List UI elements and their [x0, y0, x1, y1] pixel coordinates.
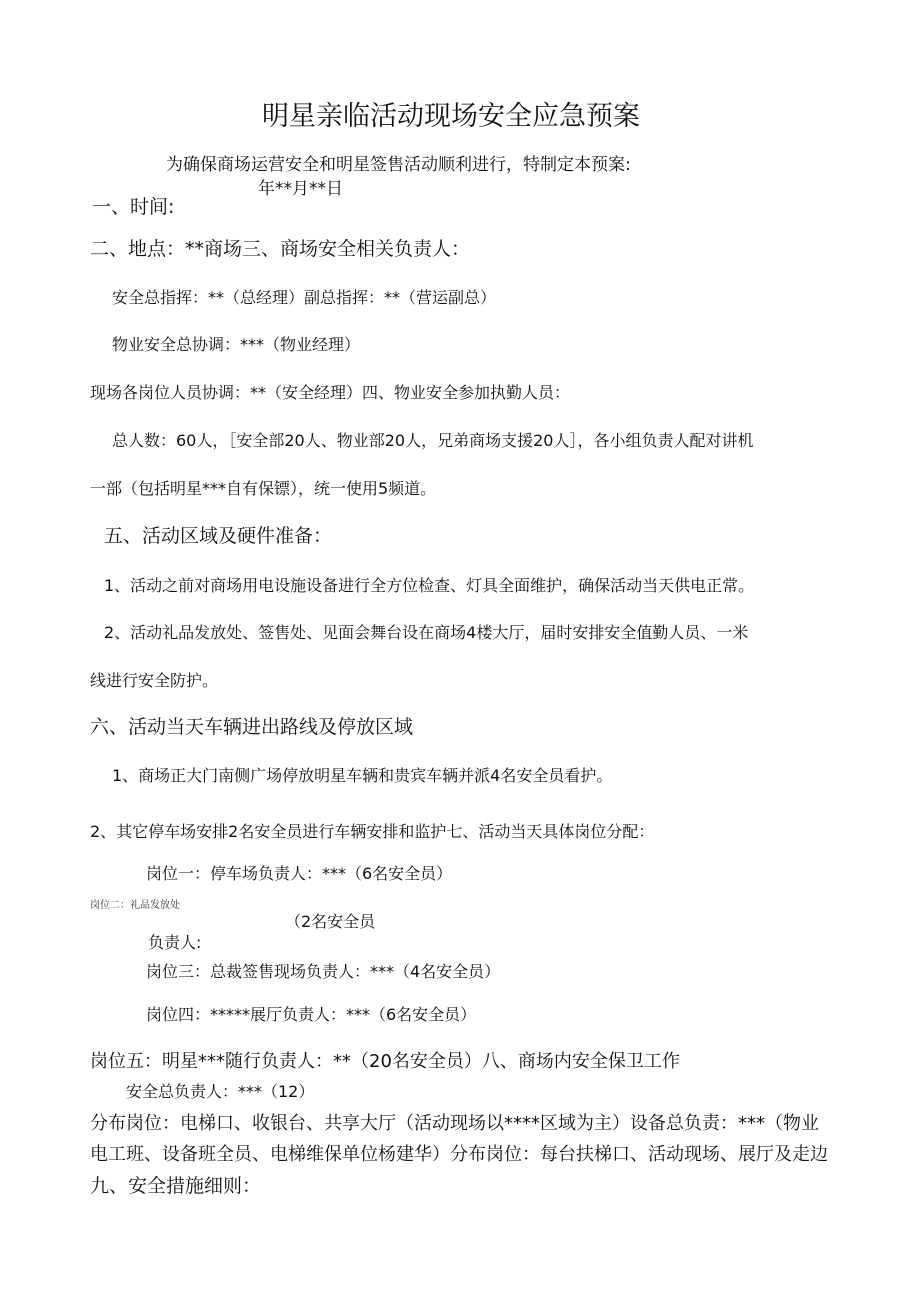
line-area-1: 1、活动之前对商场用电设施设备进行全方位检查、灯具全面维护，确保活动当天供电正常。	[104, 576, 755, 595]
line-headcount-cont: 一部（包括明星***自有保镖），统一使用5频道。	[90, 479, 437, 498]
date-text: 年**月**日	[258, 179, 343, 199]
section-time: 一、时间:	[92, 196, 175, 218]
line-post-4: 岗位四：*****展厅负责人：***（6名安全员）	[146, 1005, 477, 1024]
line-vehicles-2: 2、其它停车场安排2名安全员进行车辆安排和监护七、活动当天具体岗位分配：	[90, 822, 655, 841]
line-security-head: 安全总负责人：***（12）	[126, 1082, 315, 1101]
line-distribution-1: 分布岗位：电梯口、收银台、共享大厅（活动现场以****区域为主）设备总负责：***（物业	[90, 1113, 819, 1134]
line-commander: 安全总指挥：**（总经理）副总指挥：**（营运副总）	[112, 288, 497, 307]
line-post-2-label: 岗位二：礼品发放处	[90, 900, 180, 911]
section-location: 二、地点：**商场三、商场安全相关负责人：	[90, 238, 471, 260]
line-headcount: 总人数：60人，［安全部20人、物业部20人，兄弟商场支援20人］，各小组负责人配对讲机	[112, 431, 754, 450]
section-vehicles: 六、活动当天车辆进出路线及停放区域	[90, 716, 414, 738]
line-post-5: 岗位五：明星***随行负责人：**（20名安全员）八、商场内安全保卫工作	[90, 1051, 680, 1072]
section-area: 五、活动区域及硬件准备：	[104, 525, 333, 547]
line-area-2-cont: 线进行安全防护。	[90, 671, 219, 690]
line-post-1: 岗位一：停车场负责人：***（6名安全员）	[146, 864, 453, 883]
section-measures: 九、安全措施细则：	[90, 1175, 262, 1197]
line-coordinator: 物业安全总协调：***（物业经理）	[112, 335, 361, 354]
line-distribution-2: 电工班、设备班全员、电梯维保单位杨建华）分布岗位：每台扶梯口、活动现场、展厅及走边	[90, 1144, 828, 1165]
line-vehicles-1: 1、商场正大门南侧广场停放明星车辆和贵宾车辆并派4名安全员看护。	[112, 766, 613, 785]
line-area-2: 2、活动礼品发放处、签售处、见面会舞台设在商场4楼大厅，届时安排安全值勤人员、一米	[104, 623, 749, 642]
line-post-3: 岗位三：总裁签售现场负责人：***（4名安全员）	[146, 962, 501, 981]
line-post-2-staff: （2名安全员	[285, 912, 376, 931]
document-title: 明星亲临活动现场安全应急预案	[262, 101, 640, 132]
intro-text: 为确保商场运营安全和明星签售活动顺利进行，特制定本预案:	[166, 155, 631, 175]
line-site-coordinator: 现场各岗位人员协调：**（安全经理）四、物业安全参加执勤人员：	[90, 383, 571, 402]
line-post-2-head: 负责人:	[148, 933, 202, 952]
